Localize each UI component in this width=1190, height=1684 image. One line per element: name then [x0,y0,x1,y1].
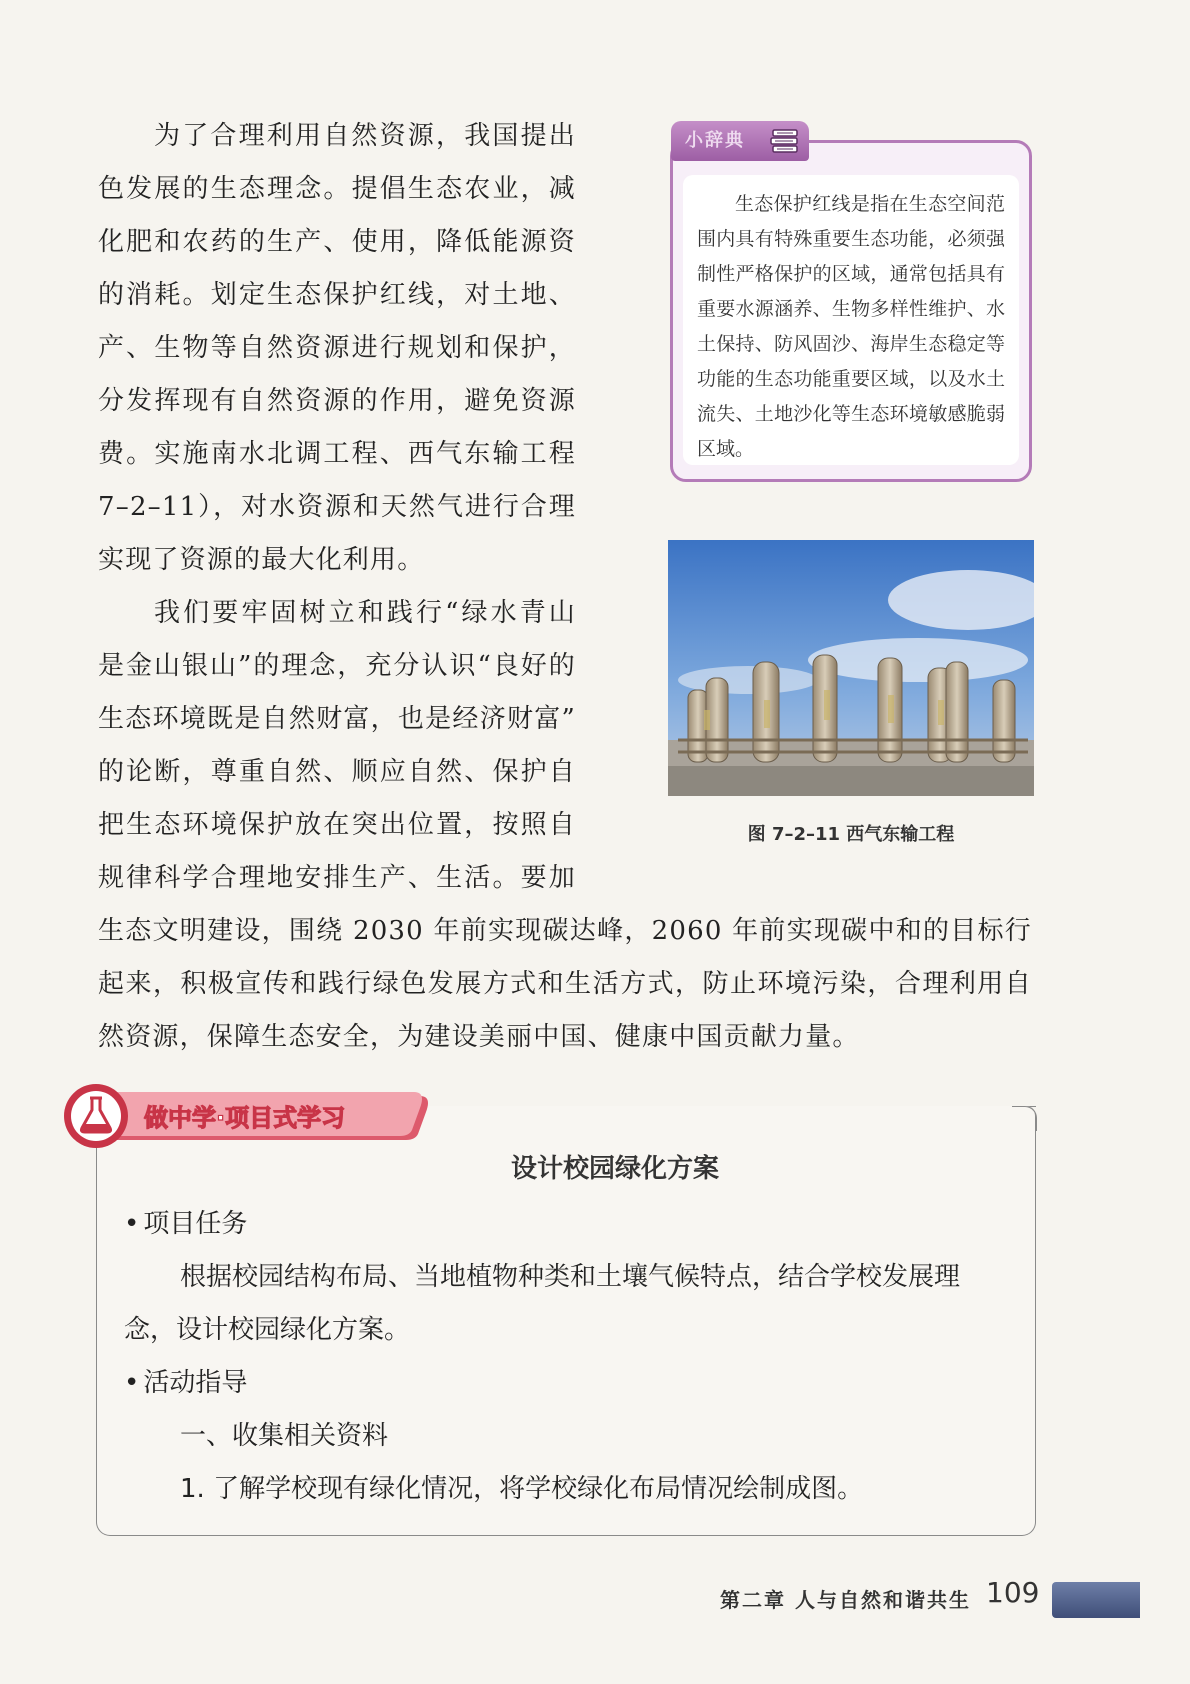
text-line: 分发挥现有自然资源的作用，避免资源 [98,386,576,416]
dictionary-content [683,175,1019,465]
paragraph-green-mountains [98,587,576,905]
text-line: 7–2–11），对水资源和天然气进行合理 [98,492,576,522]
book-stack-icon [769,127,801,155]
project-box-corner [1012,1106,1037,1131]
step-heading: 一、收集相关资料 [180,1421,389,1451]
text-line: 实现了资源的最大化利用。 [98,545,425,575]
project-header-label: 做中学·项目式学习 [144,1104,346,1132]
guide-heading [124,1357,1014,1410]
task-heading [124,1198,1014,1251]
text-line: 为了合理利用自然资源，我国提出 [154,121,576,151]
task-heading-text: 项目任务 [143,1209,248,1239]
page-number: 109 [986,1576,1040,1609]
text-line: 生态环境既是自然财富，也是经济财富” [98,704,576,734]
text-line: 化肥和农药的生产、使用，降低能源资 [98,227,576,257]
task-text-line: 根据校园结构布局、当地植物种类和土壤气候特点，结合学校发展理 [180,1262,961,1292]
project-learning-header [60,1082,440,1148]
guide-heading-text: 活动指导 [143,1368,248,1398]
text-line: 起来，积极宣传和践行绿色发展方式和生活方式，防止环境污染，合理利用自 [98,969,1032,999]
text-line: 费。实施南水北调工程、西气东输工程 [98,439,576,469]
project-title: 设计校园绿化方案 [510,1154,719,1184]
text-line: 是金山银山”的理念，充分认识“良好的 [98,651,576,681]
dictionary-tab [671,121,809,161]
text-line: 生态文明建设，围绕 2030 年前实现碳达峰，2060 年前实现碳中和的目标行 [98,916,1032,946]
text-line: 产、生物等自然资源进行规划和保护， [98,333,576,363]
dictionary-tab-label: 小辞典 [685,130,745,151]
text-line: 规律科学合理地安排生产、生活。要加 [98,863,576,893]
page-tab-decoration [1052,1582,1140,1618]
text-line: 的论断，尊重自然、顺应自然、保护自 [98,757,576,787]
paragraph-ecological-civilization [98,905,1032,1064]
text-line: 然资源，保障生态安全，为建设美丽中国、健康中国贡献力量。 [98,1022,860,1052]
text-line: 的消耗。划定生态保护红线，对土地、 [98,280,576,310]
chapter-label: 第二章 人与自然和谐共生 [720,1588,971,1612]
text-line: 色发展的生态理念。提倡生态农业，减 [98,174,576,204]
figure-caption: 图 7–2–11 西气东输工程 [747,824,955,845]
dictionary-text: 生态保护红线是指在生态空间范围内具有特殊重要生态功能，必须强制性严格保护的区域，通常包括具有重要水源涵养、生物多样性维护、水土保持、防风固沙、海岸生态稳定等功能的生态功能重要区域，以及水土流失、土地沙化等生态环境敏感脆弱区域。 [697,193,1005,460]
gas-pipeline-photo [668,540,1034,796]
dictionary-box [670,130,1032,482]
task-text-line: 念，设计校园绿化方案。 [124,1315,411,1345]
paragraph-green-development [98,110,576,587]
step-item: 1. 了解学校现有绿化情况，将学校绿化布局情况绘制成图。 [180,1474,864,1504]
text-line: 把生态环境保护放在突出位置，按照自 [98,810,576,840]
text-line: 我们要牢固树立和践行“绿水青山 [154,598,576,628]
